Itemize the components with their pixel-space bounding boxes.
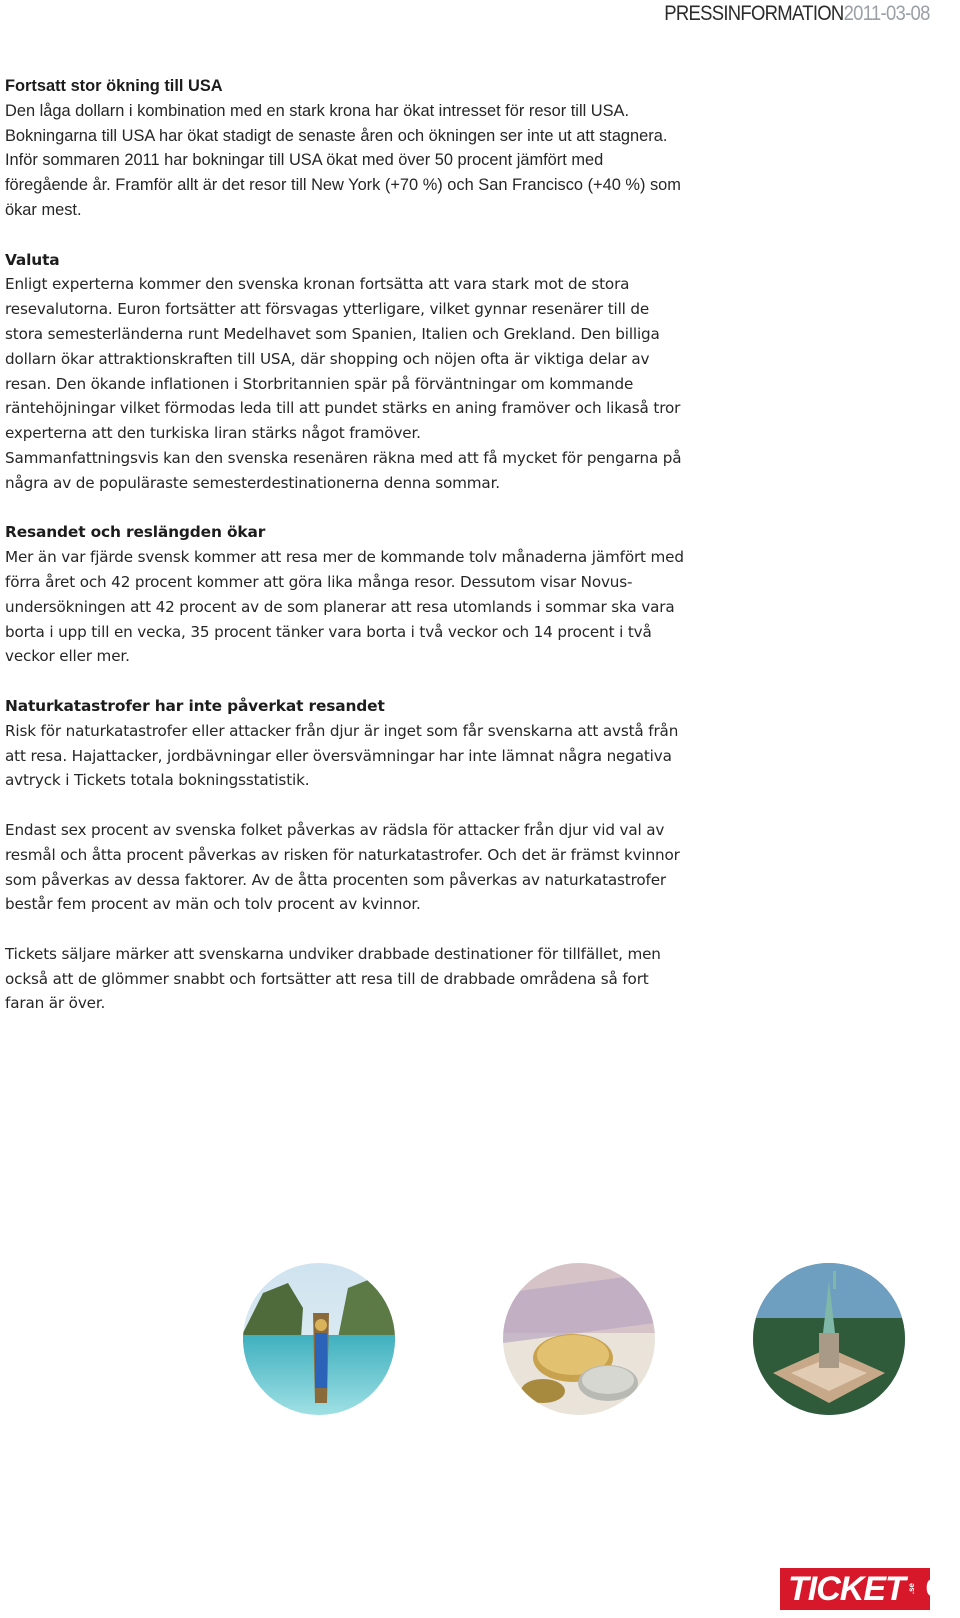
section-heading: Naturkatastrofer har inte påverkat resandet bbox=[5, 696, 385, 715]
logo-text: TICKET bbox=[788, 1569, 905, 1608]
section-paragraph: Risk för naturkatastrofer eller attacker från djur är inget som får svenskarna att avstå från att resa. Hajattacker, jordbävningar eller översvämningar har inte lämnat några negativa avtryck i Tickets totala bokningsstatistik. bbox=[5, 721, 679, 790]
press-label: PRESSINFORMATION bbox=[664, 2, 844, 25]
section-paragraph: Mer än var fjärde svensk kommer att resa mer de kommande tolv månaderna jämfört med förra året och 42 procent kommer att göra lika många resor. Dessutom visar Novus-undersökningen att 42 procent av de som planerar att resa utomlands i sommar ska vara borta i upp till en vecka, 35 procent tänker vara borta i två veckor och 14 procent i två veckor eller mer. bbox=[5, 548, 684, 666]
section-paragraph: Sammanfattningsvis kan den svenska resenären räkna med att få mycket för pengarna på några av de populäraste semesterdestinationerna denna sommar. bbox=[5, 448, 682, 492]
ticket-logo[interactable] bbox=[780, 1568, 953, 1610]
beach-boat-photo bbox=[243, 1263, 395, 1415]
section-paragraph: Enligt experterna kommer den svenska kronan fortsätta att vara stark mot de stora resevalutorna. Euron fortsätter att försvagas ytterligare, vilket gynnar resenärer till de stora semesterländerna runt Medelhavet som Spanien, Italien och Grekland. Den billiga dollarn ökar attraktionskraften till USA, där shopping och nöjen ofta är viktiga delar av resan. Den ökande inflationen i Storbritannien spär på förväntningar om kommande räntehöjningar vilket förmodas leda till att pundet stärks en aning framöver och likaså tror experterna att den turkiska liran stärks något framöver. bbox=[5, 275, 681, 443]
section-paragraph: Tickets säljare märker att svenskarna undviker drabbade destinationer för tillfället, men också att de glömmer snabbt och fortsätter att resa till de drabbade områdena så fort faran är över. bbox=[5, 944, 661, 1013]
section-naturkatastrofer bbox=[5, 694, 685, 793]
photo-strip bbox=[0, 1263, 960, 1423]
coins-photo bbox=[503, 1263, 655, 1415]
section-resandet bbox=[5, 520, 685, 669]
press-date: 2011-03-08 bbox=[843, 2, 930, 25]
section-heading: Valuta bbox=[5, 250, 60, 269]
section-valuta bbox=[5, 248, 685, 496]
article-body bbox=[5, 74, 685, 1041]
page-number: 03 bbox=[925, 1575, 953, 1602]
section-paragraph: Endast sex procent av svenska folket påverkas av rädsla för attacker från djur vid val av resmål och åtta procent påverkas av risken för naturkatastrofer. Och det är främst kvinnor som påverkas av dessa faktorer. Av de åtta procenten som påverkas av naturkatastrofer består fem procent av män och tolv procent av kvinnor. bbox=[5, 820, 680, 914]
page-header bbox=[665, 2, 930, 26]
section-paragraph: Den låga dollarn i kombination med en stark krona har ökat intresset för resor till USA. Bokningarna till USA har ökat stadigt de senaste åren och ökningen ser inte ut att stagnera. Inför sommaren 2011 har bokningar till USA ökat med över 50 procent jämfört med föregående år. Framför allt är det resor till New York (+70 %) och San Francisco (+40 %) som ökar mest. bbox=[5, 101, 681, 219]
statue-of-liberty-photo bbox=[753, 1263, 905, 1415]
section-heading: Resandet och reslängden ökar bbox=[5, 523, 266, 542]
section-rädsla bbox=[5, 818, 685, 917]
logo-suffix: .se bbox=[906, 1583, 916, 1595]
section-säljare bbox=[5, 942, 685, 1016]
section-usa bbox=[5, 74, 685, 223]
section-heading: Fortsatt stor ökning till USA bbox=[5, 77, 223, 95]
